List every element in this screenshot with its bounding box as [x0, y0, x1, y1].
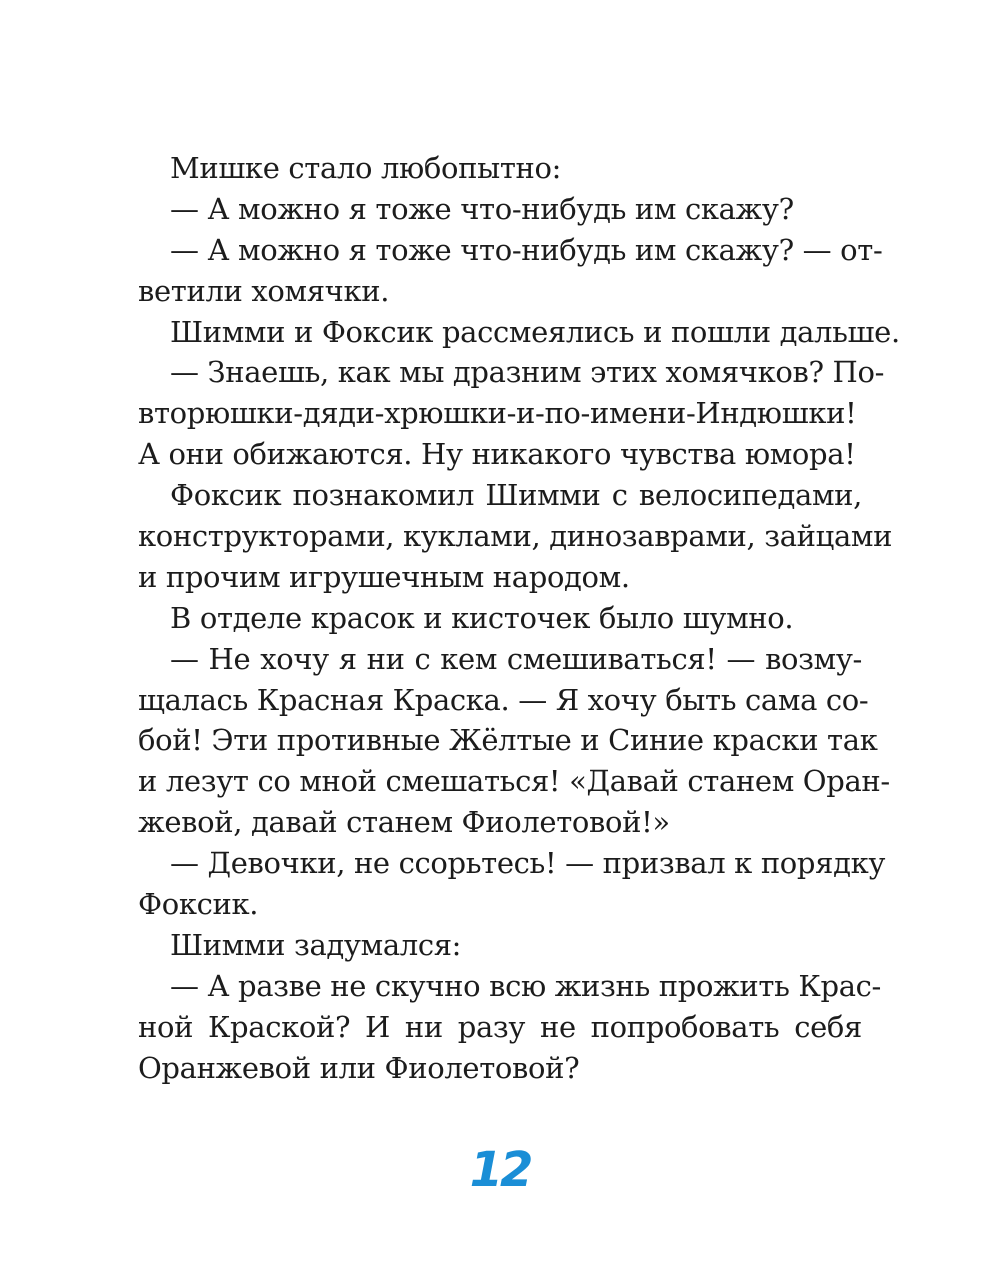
text-line: ной Краской? И ни разу не попробовать себя	[138, 1009, 862, 1044]
text-line: бой! Эти противные Жёлтые и Синие краски так	[138, 723, 878, 758]
text-line: — Не хочу я ни с кем смешиваться! — возму-	[170, 641, 862, 676]
body-text	[138, 148, 900, 1088]
text-line: — А разве не скучно всю жизнь прожить Крас-	[170, 968, 881, 1003]
text-line: жевой, давай станем Фиолетовой!»	[138, 805, 670, 840]
text-line: Шимми и Фоксик рассмеялись и пошли дальше.	[170, 314, 900, 349]
text-line: Фоксик.	[138, 887, 259, 922]
text-line: вторюшки-дяди-хрюшки-и-по-имени-Индюшки!	[138, 396, 857, 431]
text-line: — А можно я тоже что-нибудь им скажу?	[170, 191, 794, 226]
text-line: и лезут со мной смешаться! «Давай станем Оран-	[138, 764, 890, 799]
text-line: щалась Красная Краска. — Я хочу быть сама со-	[138, 682, 869, 717]
text-line: и прочим игрушечным народом.	[138, 559, 630, 594]
text-line: — А можно я тоже что-нибудь им скажу? — от-	[170, 232, 883, 267]
text-line: Шимми задумался:	[170, 927, 462, 962]
text-line: В отделе красок и кисточек было шумно.	[170, 600, 794, 635]
text-line: ветили хомячки.	[138, 273, 390, 308]
text-line: — Девочки, не ссорьтесь! — призвал к порядку	[170, 846, 886, 881]
page-number: 12	[469, 1142, 531, 1198]
text-line: — Знаешь, как мы дразним этих хомячков? По-	[170, 355, 885, 390]
text-line: конструкторами, куклами, динозаврами, зайцами	[138, 519, 893, 554]
text-line: А они обижаются. Ну никакого чувства юмора!	[138, 437, 856, 472]
text-line: Фоксик познакомил Шимми с велосипедами,	[170, 478, 862, 513]
text-line: Мишке стало любопытно:	[170, 151, 562, 185]
text-line: Оранжевой или Фиолетовой?	[138, 1050, 580, 1085]
